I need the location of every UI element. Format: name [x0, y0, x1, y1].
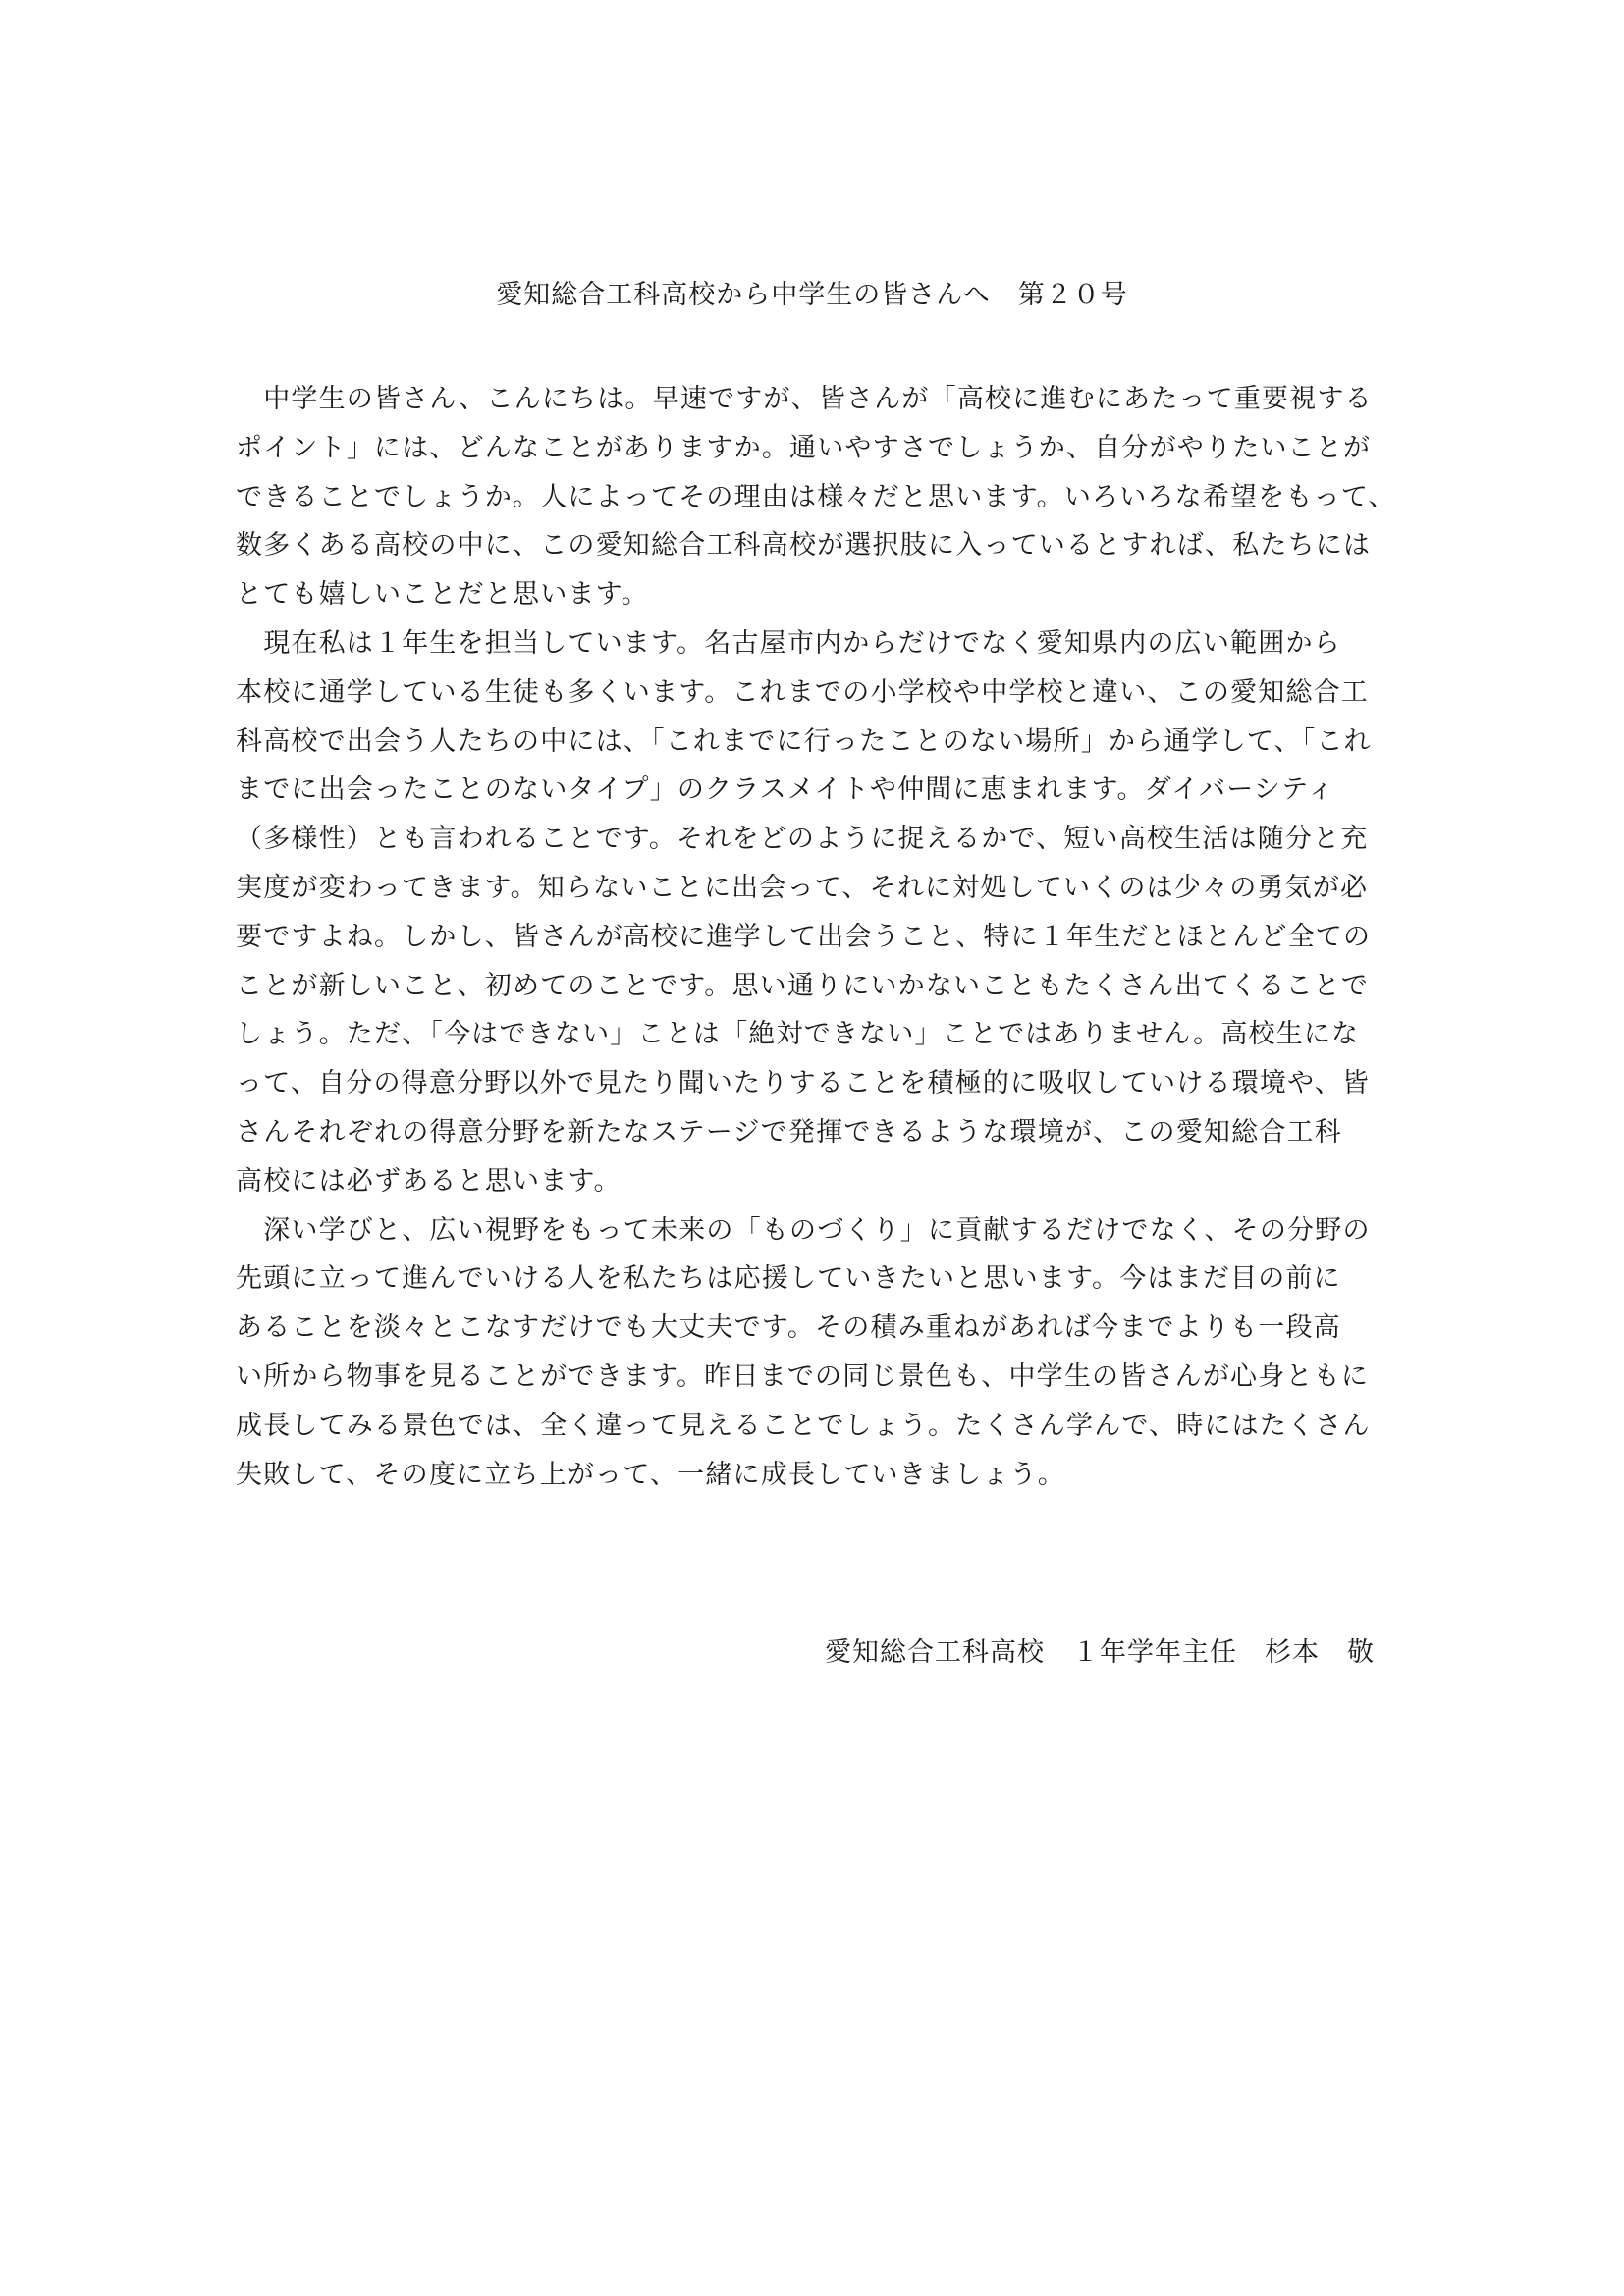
body-line: い所から物事を見ることができます。昨日までの同じ景色も、中学生の皆さんが心身ともに — [236, 1361, 1370, 1392]
document-body — [236, 375, 1414, 1499]
body-line: 失敗して、その度に立ち上がって、一緒に成長していきましょう。 — [236, 1459, 1065, 1490]
body-line: 深い学びと、広い視野をもって未来の「ものづくり」に貢献するだけでなく、その分野の — [236, 1214, 1371, 1246]
body-line: さんそれぞれの得意分野を新たなステージで発揮できるような環境が、この愛知総合工科 — [236, 1116, 1342, 1148]
body-line: ポイント」には、どんなことがありますか。通いやすさでしょうか、自分がやりたいことが — [236, 432, 1372, 463]
body-line: 本校に通学している生徒も多くいます。これまでの小学校や中学校と違い、この愛知総合工 — [236, 676, 1370, 708]
body-line: とても嬉しいことだと思います。 — [236, 579, 649, 611]
body-line: （多様性）とも言われることです。それをどのように捉えるかで、短い高校生活は随分と充 — [236, 824, 1369, 855]
body-line: 先頭に立って進んでいける人を私たちは応援していきたいと思います。今はまだ目の前に — [236, 1263, 1341, 1295]
body-line: 数多くある高校の中に、この愛知総合工科高校が選択肢に入っているとすれば、私たちには — [236, 530, 1372, 561]
document-title: 愛知総合工科高校から中学生の皆さんへ 第２０号 — [496, 280, 1128, 310]
body-line: 要ですよね。しかし、皆さんが高校に進学して出会うこと、特に１年生だとほとんど全ての — [236, 921, 1372, 952]
signature: 愛知総合工科高校 １年学年主任 杉本 敬 — [825, 1637, 1375, 1668]
body-line: 実度が変わってきます。知らないことに出会って、それに対処していくのは少々の勇気が必 — [236, 872, 1369, 903]
body-line: 中学生の皆さん、こんにちは。早速ですが、皆さんが「高校に進むにあたって重要視する — [236, 384, 1373, 414]
body-line: って、自分の得意分野以外で見たり聞いたりすることを積極的に吸収していける環境や、皆 — [236, 1068, 1371, 1099]
body-line: あることを淡々とこなすだけでも大丈夫です。その積み重ねがあれば今までよりも一段高 — [236, 1312, 1341, 1344]
body-line: できることでしょうか。人によってその理由は様々だと思います。いろいろな希望をもって、 — [236, 481, 1396, 512]
body-line: 高校には必ずあると思います。 — [236, 1165, 622, 1197]
body-line: 成長してみる景色では、全く違って見えることでしょう。たくさん学んで、時にはたくさん — [236, 1410, 1371, 1441]
body-line: 科高校で出会う人たちの中には、「これまでに行ったことのない場所」から通学して、「これ — [236, 725, 1372, 757]
body-line: までに出会ったことのないタイプ」のクラスメイトや仲間に恵まれます。ダイバーシティ — [236, 774, 1335, 806]
body-line: しょう。ただ、「今はできない」ことは「絶対できない」ことではありません。高校生にな — [236, 1019, 1360, 1050]
body-line: ことが新しいこと、初めてのことです。思い通りにいかないこともたくさん出てくることで — [236, 970, 1370, 1001]
body-line: 現在私は１年生を担当しています。名古屋市内からだけでなく愛知県内の広い範囲から — [236, 627, 1341, 659]
